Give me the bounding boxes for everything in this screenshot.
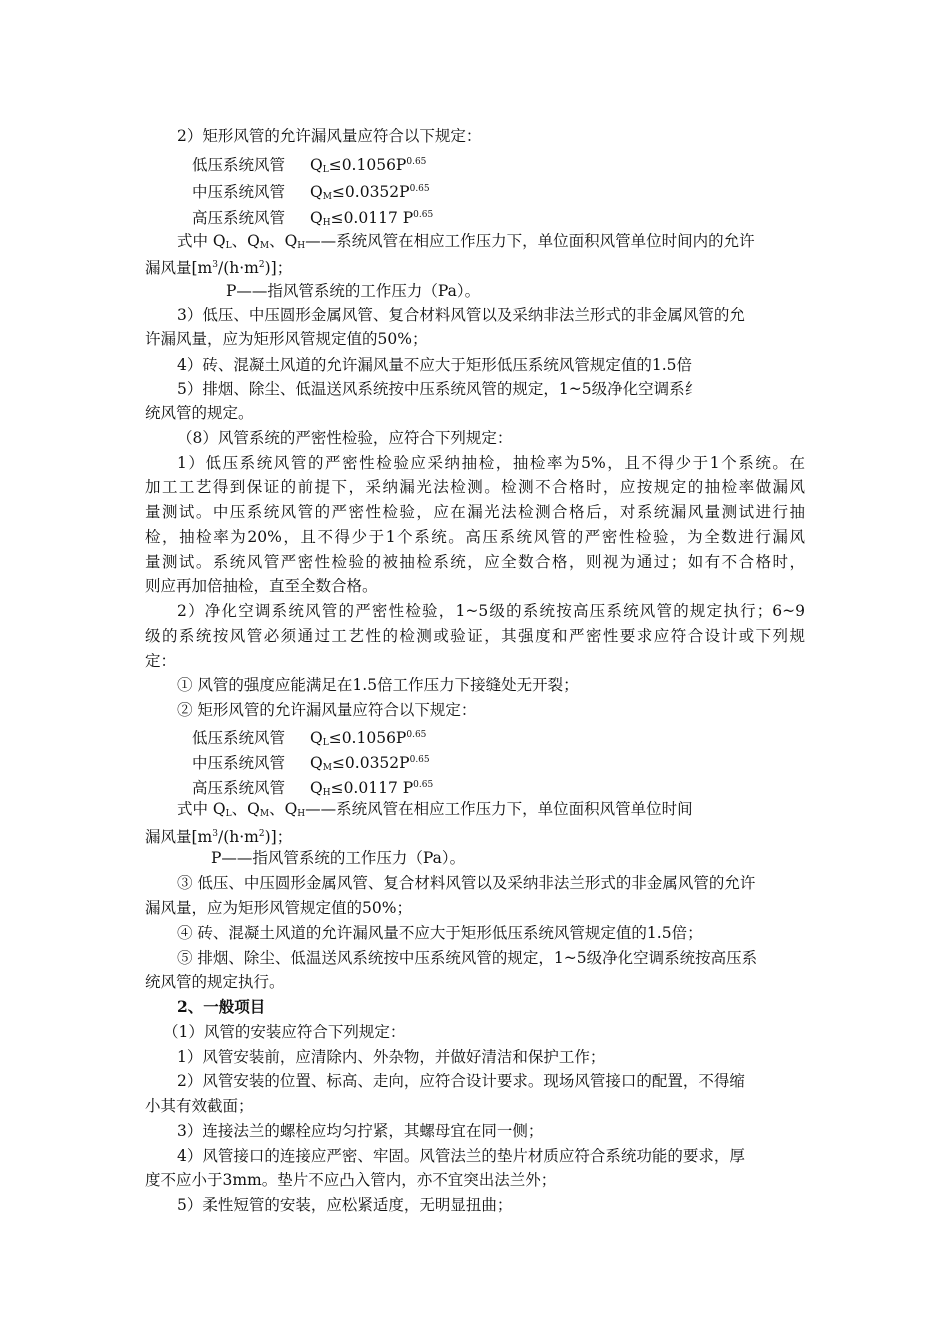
item-circle-5-line-1: ⑤ 排烟、除尘、低温送风系统按中压系统风管的规定，1~5级净化空调系统按高压系	[177, 949, 758, 967]
formula-low-pressure-2: 低压系统风管 $Q_L\le 0.1056P^{0.65}$	[192, 729, 427, 748]
section-general-items-heading: 2、一般项目	[177, 997, 266, 1016]
para-clean-ac-line-1: 2）净化空调系统风管的严密性检验，1~5级的系统按高压系统风管的规定执行；6~9	[177, 602, 805, 620]
formula-low-pressure: 低压系统风管 $Q_L\le 0.1056P^{0.65}$	[192, 156, 427, 175]
general-item-3: 3）连接法兰的螺栓应均匀拧紧，其螺母宜在同一侧；	[177, 1122, 544, 1140]
para-clean-ac-line-3: 定：	[145, 652, 177, 670]
item-circle-3-line-2: 漏风量，应为矩形风管规定值的50%；	[145, 899, 412, 917]
section-8-heading: （8）风管系统的严密性检验，应符合下列规定：	[177, 429, 513, 447]
para-3-line-2: 许漏风量，应为矩形风管规定值的50%；	[145, 330, 428, 348]
formula-unit-line: 漏风量$[m^3/(h\cdot m^2)]$；	[145, 259, 293, 277]
general-item-2-line-1: 2）风管安装的位置、标高、走向，应符合设计要求。现场风管接口的配置，不得缩	[177, 1072, 745, 1090]
para-5-line-2: 统风管的规定。	[145, 404, 254, 422]
item-circle-3-line-1: ③ 低压、中压圆形金属风管、复合材料风管以及采纳非法兰形式的非金属风管的允许	[177, 874, 756, 892]
para-rect-leakage-intro: 2）矩形风管的允许漏风量应符合以下规定：	[177, 127, 482, 145]
general-item-5: 5）柔性短管的安装，应松紧适度，无明显扭曲；	[177, 1196, 513, 1214]
general-item-1: 1）风管安装前，应清除内、外杂物，并做好清洁和保护工作；	[177, 1048, 606, 1066]
formula-p-definition: P——指风管系统的工作压力（Pa）。	[226, 282, 481, 300]
formula-where-line: 式中 $Q_L$、$Q_M$、$Q_H——$系统风管在相应工作压力下，单位面积风管单位时间内的允许	[177, 232, 755, 251]
formula-p-definition-2: P——指风管系统的工作压力（Pa）。	[211, 849, 466, 867]
para-3-line-1: 3）低压、中压圆形金属风管、复合材料风管以及采纳非法兰形式的非金属风管的允	[177, 306, 745, 324]
para-tightness-line-3: 量测试。中压系统风管的严密性检验，应在漏光法检测合格后，对系统漏风量测试进行抽	[145, 503, 805, 521]
formula-high-pressure: 高压系统风管 $Q_H\le 0.0117$ $P^{0.65}$	[192, 209, 434, 228]
item-circle-2: ② 矩形风管的允许漏风量应符合以下规定：	[177, 701, 477, 719]
para-tightness-line-1: 1）低压系统风管的严密性检验应采纳抽检，抽检率为5%，且不得少于1个系统。在	[177, 454, 805, 472]
formula-medium-pressure: 中压系统风管 $Q_M\le 0.0352P^{0.65}$	[192, 183, 430, 202]
subsection-1-heading: （1）风管的安装应符合下列规定：	[163, 1023, 406, 1041]
para-tightness-line-4: 检，抽检率为20%，且不得少于1个系统。高压系统风管的严密性检验，为全数进行漏风	[145, 528, 805, 546]
formula-high-pressure-2: 高压系统风管 $Q_H\le 0.0117$ $P^{0.65}$	[192, 779, 434, 798]
formula-where-line-2: 式中 $Q_L$、$Q_M$、$Q_H——$系统风管在相应工作压力下，单位面积风管单位时间	[177, 800, 693, 819]
general-item-4-line-2: 度不应小于3mm。垫片不应凸入管内，亦不宜突出法兰外；	[145, 1171, 557, 1189]
item-circle-5-line-2: 统风管的规定执行。	[145, 973, 285, 991]
para-clean-ac-line-2: 级的系统按风管必须通过工艺性的检测或验证，其强度和严密性要求应符合设计或下列规	[145, 627, 805, 645]
formula-medium-pressure-2: 中压系统风管 $Q_M\le 0.0352P^{0.65}$	[192, 754, 430, 773]
item-circle-4: ④ 砖、混凝土风道的允许漏风量不应大于矩形低压系统风管规定值的1.5倍；	[177, 924, 703, 942]
para-tightness-line-5: 量测试。系统风管严密性检验的被抽检系统，应全数合格，则视为通过；如有不合格时，	[145, 553, 805, 571]
item-circle-1: ① 风管的强度应能满足在1.5倍工作压力下接缝处无开裂；	[177, 676, 579, 694]
general-item-2-line-2: 小其有效截面；	[145, 1097, 254, 1115]
para-tightness-line-2: 加工工艺得到保证的前提下，采纳漏光法检测。检测不合格时，应按规定的抽检率做漏风	[145, 478, 805, 496]
general-item-4-line-1: 4）风管接口的连接应严密、牢固。风管法兰的垫片材质应符合系统功能的要求，厚	[177, 1147, 745, 1165]
para-4: 4）砖、混凝土风道的允许漏风量不应大于矩形低压系统风管规定值的1.5倍	[177, 356, 693, 374]
formula-unit-line-2: 漏风量$[m^3/(h\cdot m^2)]$；	[145, 828, 293, 846]
para-tightness-line-6: 则应再加倍抽检，直至全数合格。	[145, 577, 378, 595]
para-5-line-1: 5）排烟、除尘、低温送风系统按中压系统风管的规定，1~5级净化空调系纟	[177, 380, 701, 398]
